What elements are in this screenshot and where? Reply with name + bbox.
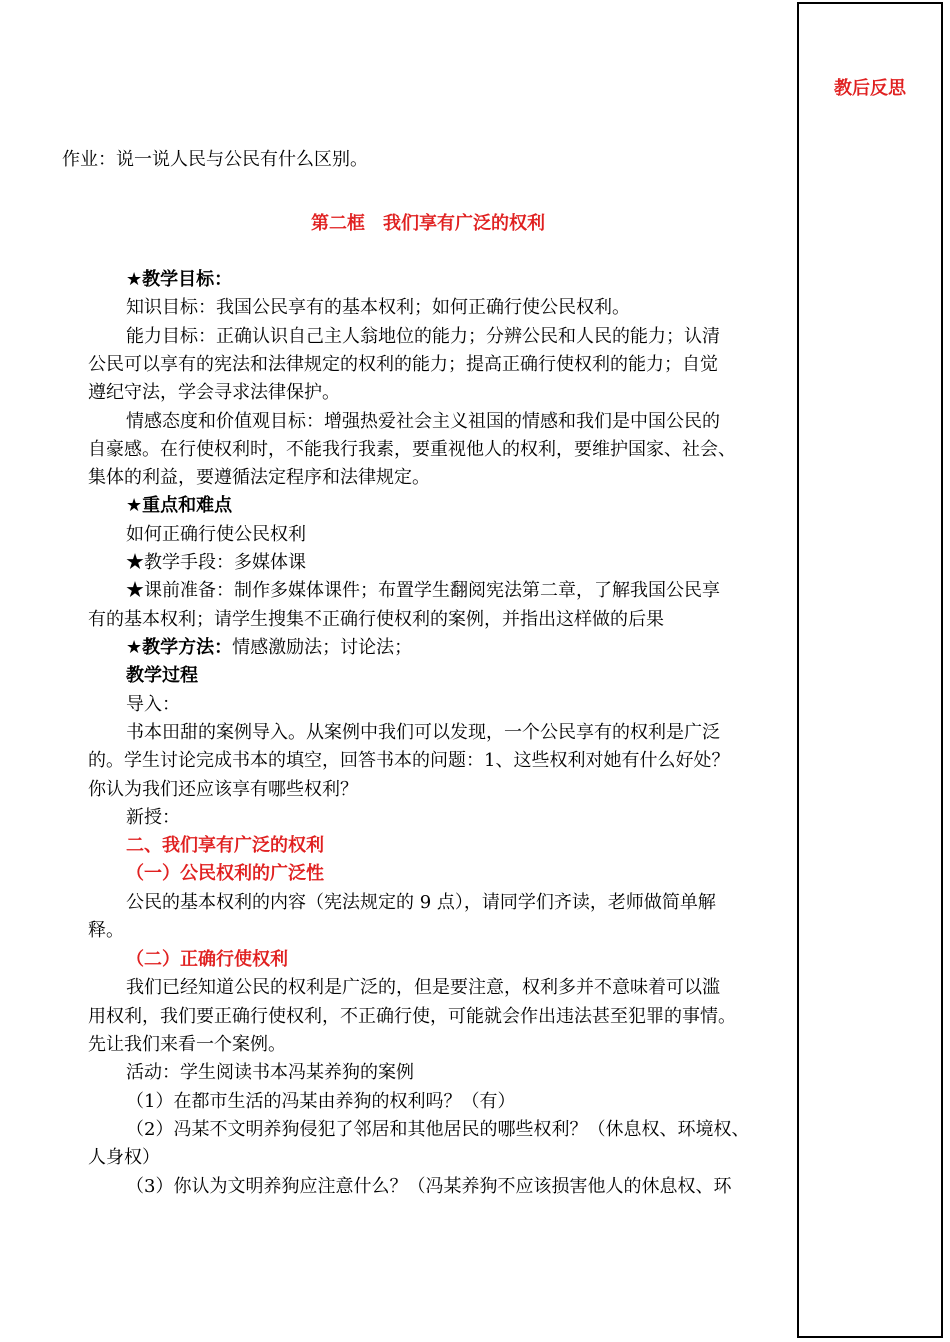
section-title: 第二框 我们享有广泛的权利 — [311, 213, 545, 234]
ability-objective-line: 遵纪守法，学会寻求法律保护。 — [88, 382, 340, 403]
lesson-plan-body — [62, 0, 788, 1342]
sub2-line: 先让我们来看一个案例。 — [88, 1034, 286, 1055]
methods-text: 情感激励法；讨论法； — [232, 637, 413, 658]
teaching-means: ★教学手段：多媒体课 — [126, 552, 306, 573]
intro-label: 导入： — [126, 694, 180, 715]
methods-line — [88, 636, 826, 660]
knowledge-objective: 知识目标：我国公民享有的基本权利；如何正确行使公民权利。 — [126, 297, 630, 318]
sub2-line: 用权利，我们要正确行使权利，不正确行使，可能就会作出违法甚至犯罪的事情。 — [88, 1006, 736, 1027]
prep-line: 有的基本权利；请学生搜集不正确行使权利的案例，并指出这样做的后果 — [88, 609, 664, 630]
sub2-title: （二）正确行使权利 — [126, 949, 288, 970]
methods-label: ★教学方法： — [126, 637, 233, 658]
sub2-line: 我们已经知道公民的权利是广泛的，但是要注意，权利多并不意味着可以滥 — [126, 977, 720, 998]
emotion-objective-line: 情感态度和价值观目标：增强热爱社会主义祖国的情感和我们是中国公民的 — [126, 411, 720, 432]
intro-line: 的。学生讨论完成书本的填空，回答书本的问题：1、这些权利对她有什么好处？ — [88, 750, 730, 771]
intro-line: 你认为我们还应该享有哪些权利？ — [88, 779, 358, 800]
sub1-line: 公民的基本权利的内容（宪法规定的 9 点），请同学们齐读，老师做简单解 — [126, 892, 716, 913]
prep-line: ★课前准备：制作多媒体课件；布置学生翻阅宪法第二章，了解我国公民享 — [126, 580, 720, 601]
key-points-text: 如何正确行使公民权利 — [126, 524, 306, 545]
process-heading: 教学过程 — [126, 665, 198, 686]
question-1: （1）在都市生活的冯某由养狗的权利吗？（有） — [126, 1091, 516, 1112]
emotion-objective-line: 自豪感。在行使权利时，不能我行我素，要重视他人的权利，要维护国家、社会、 — [88, 439, 736, 460]
homework-line: 作业：说一说人民与公民有什么区别。 — [62, 149, 368, 170]
part2-title: 二、我们享有广泛的权利 — [126, 835, 324, 856]
key-points-heading: ★重点和难点 — [126, 495, 233, 516]
sub1-title: （一）公民权利的广泛性 — [126, 863, 324, 884]
sub1-line: 释。 — [88, 920, 124, 941]
objectives-heading: ★教学目标： — [126, 269, 233, 290]
intro-line: 书本田甜的案例导入。从案例中我们可以发现，一个公民享有的权利是广泛 — [126, 722, 720, 743]
ability-objective-line: 公民可以享有的宪法和法律规定的权利的能力；提高正确行使权利的能力；自觉 — [88, 354, 718, 375]
ability-objective-line: 能力目标：正确认识自己主人翁地位的能力；分辨公民和人民的能力；认清 — [126, 326, 720, 347]
question-2: （2）冯某不文明养狗侵犯了邻居和其他居民的哪些权利？（休息权、环境权、 — [126, 1119, 750, 1140]
question-2-cont: 人身权） — [88, 1147, 160, 1168]
new-lesson-label: 新授： — [126, 807, 180, 828]
reflection-title: 教后反思 — [834, 78, 906, 99]
question-3: （3）你认为文明养狗应注意什么？（冯某养狗不应该损害他人的休息权、环 — [126, 1176, 732, 1197]
emotion-objective-line: 集体的利益，要遵循法定程序和法律规定。 — [88, 467, 430, 488]
activity-line: 活动：学生阅读书本冯某养狗的案例 — [126, 1062, 414, 1083]
